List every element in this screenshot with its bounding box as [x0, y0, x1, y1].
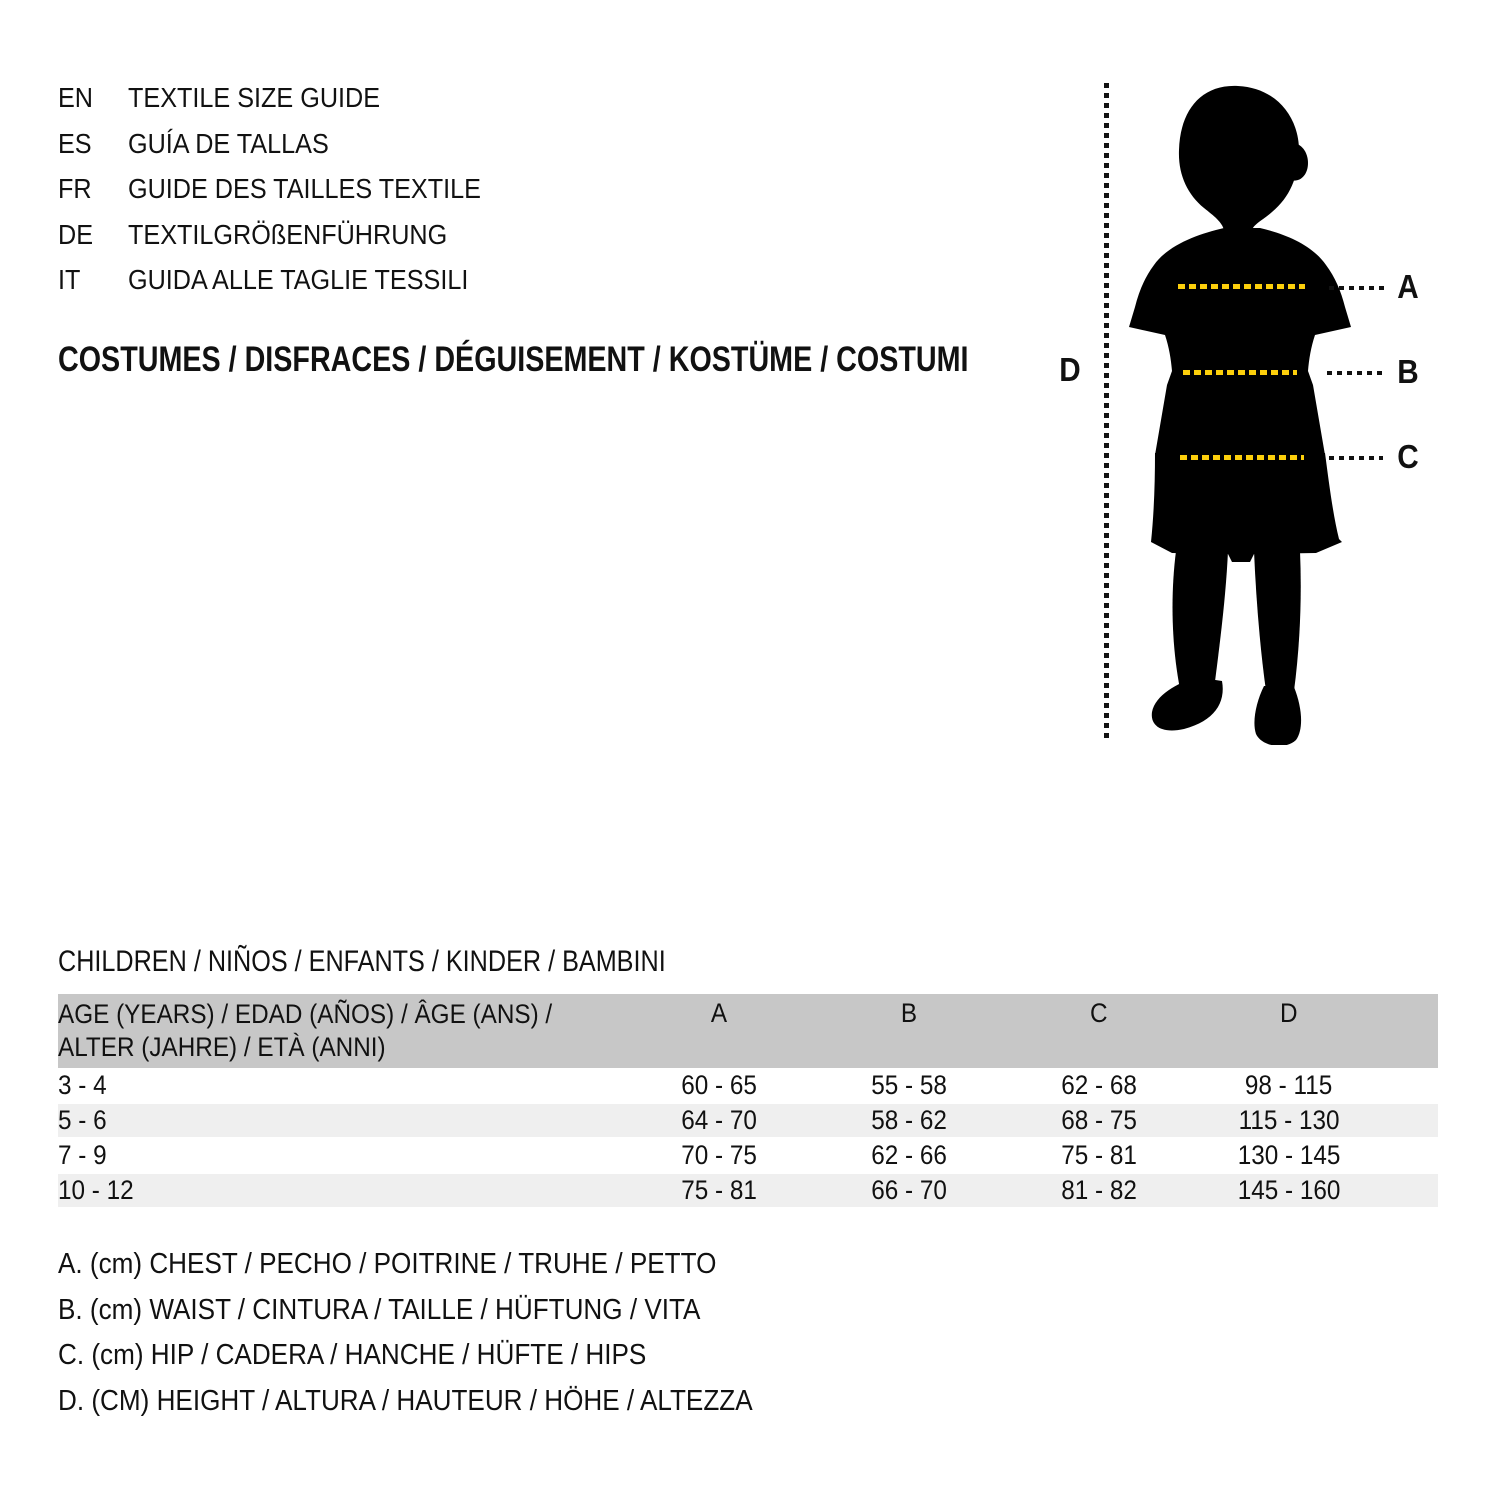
column-header-b: [814, 994, 1004, 1068]
age-cell: [58, 1103, 624, 1138]
table-row-age-10-12: [58, 1173, 1438, 1208]
lang-code-es-text: ES: [58, 127, 92, 159]
waist-value: 58 - 62: [871, 1105, 947, 1135]
waist-cell: [814, 1138, 1004, 1173]
marker-a-text: A: [1397, 268, 1419, 305]
hip-value: 68 - 75: [1061, 1105, 1137, 1135]
chest-value: 64 - 70: [681, 1105, 757, 1135]
waist-cell: [814, 1068, 1004, 1103]
waist-connector-line: [1327, 371, 1385, 375]
height-cell: [1194, 1068, 1384, 1103]
height-value: 145 - 160: [1237, 1175, 1341, 1205]
lang-code-de: [58, 212, 128, 258]
lang-label-de-text: TEXTILGRÖßENFÜHRUNG: [128, 218, 448, 250]
header-filler-cell: [1384, 994, 1438, 1068]
height-value: 98 - 115: [1245, 1069, 1333, 1100]
chest-value: 70 - 75: [681, 1140, 757, 1170]
lang-label-en-text: TEXTILE SIZE GUIDE: [128, 82, 381, 113]
category-heading: [58, 336, 1168, 384]
age-header-line1-text: AGE (YEARS) / EDAD (AÑOS) / ÂGE (ANS) /: [58, 999, 553, 1029]
lang-label-it: [128, 257, 506, 303]
age-value: 10 - 12: [58, 1175, 134, 1205]
height-measure-dashed-line: [1104, 83, 1109, 741]
legend-waist-text: B. (cm) WAIST / CINTURA / TAILLE / HÜFTUNG / VITA: [58, 1293, 701, 1326]
waist-cell: [814, 1173, 1004, 1208]
legend-height-text: D. (CM) HEIGHT / ALTURA / HAUTEUR / HÖHE / ALTEZZA: [58, 1384, 753, 1417]
table-section-heading-text: CHILDREN / NIÑOS / ENFANTS / KINDER / BAMBINI: [58, 945, 666, 978]
hip-value: 75 - 81: [1061, 1140, 1137, 1170]
table-row-age-7-9: [58, 1138, 1438, 1173]
lang-code-fr-text: FR: [58, 173, 92, 204]
age-cell: [58, 1138, 624, 1173]
lang-label-en: [128, 75, 408, 121]
language-title-list: [58, 75, 520, 303]
age-header-line2-text: ALTER (JAHRE) / ETÀ (ANNI): [58, 1032, 386, 1062]
children-size-table: [58, 994, 1438, 1209]
legend-height: [58, 1379, 830, 1425]
table-row-age-3-4: [58, 1068, 1438, 1103]
age-header-line1: [58, 998, 624, 1031]
column-header-a: [624, 994, 814, 1068]
chest-value: 60 - 65: [681, 1069, 757, 1100]
empty-cell: [1384, 1068, 1438, 1103]
age-cell: [58, 1173, 624, 1208]
marker-b-label: [1396, 355, 1420, 389]
legend-hip-text: C. (cm) HIP / CADERA / HANCHE / HÜFTE / HIPS: [58, 1339, 647, 1371]
hip-cell: [1004, 1103, 1194, 1138]
chest-measure-line: [1178, 284, 1305, 289]
chest-cell: [624, 1068, 814, 1103]
lang-label-it-text: GUIDA ALLE TAGLIE TESSILI: [128, 264, 469, 295]
lang-code-it: [58, 257, 128, 303]
chest-cell: [624, 1138, 814, 1173]
height-value: 115 - 130: [1238, 1105, 1340, 1135]
table-header-row: [58, 994, 1438, 1068]
lang-label-es-text: GUÍA DE TALLAS: [128, 127, 329, 159]
lang-code-es: [58, 121, 128, 167]
legend-hip: [58, 1333, 830, 1379]
lang-label-es: [128, 121, 351, 167]
legend-chest: [58, 1242, 830, 1288]
marker-b-text: B: [1397, 353, 1419, 390]
marker-a-label: [1396, 270, 1420, 304]
lang-row-en: [58, 75, 520, 121]
waist-value: 55 - 58: [871, 1069, 947, 1100]
table-row-age-5-6: [58, 1103, 1438, 1138]
column-header-a-text: A: [710, 998, 728, 1028]
lang-row-fr: [58, 166, 520, 212]
height-cell: [1194, 1138, 1384, 1173]
hip-cell: [1004, 1138, 1194, 1173]
lang-label-fr: [128, 166, 520, 212]
waist-value: 66 - 70: [871, 1175, 947, 1205]
column-header-c: [1004, 994, 1194, 1068]
lang-row-es: [58, 121, 520, 167]
column-header-d: [1194, 994, 1384, 1068]
category-heading-text: COSTUMES / DISFRACES / DÉGUISEMENT / KOSTÜME / COSTUMI: [58, 340, 969, 379]
height-cell: [1194, 1173, 1384, 1208]
marker-c-text: C: [1397, 438, 1419, 475]
hip-value: 81 - 82: [1061, 1175, 1137, 1205]
height-value: 130 - 145: [1237, 1140, 1341, 1170]
waist-measure-line: [1183, 370, 1297, 375]
chest-cell: [624, 1173, 814, 1208]
empty-cell: [1384, 1103, 1438, 1138]
hip-connector-line: [1329, 456, 1383, 460]
marker-d-text: D: [1059, 351, 1081, 388]
marker-c-label: [1396, 440, 1420, 474]
age-cell: [58, 1068, 624, 1103]
waist-cell: [814, 1103, 1004, 1138]
hip-measure-line: [1180, 455, 1304, 460]
age-value: 3 - 4: [58, 1069, 107, 1100]
age-column-header: [58, 994, 624, 1068]
lang-row-it: [58, 257, 520, 303]
legend-chest-text: A. (cm) CHEST / PECHO / POITRINE / TRUHE / PETTO: [58, 1248, 717, 1280]
column-header-d-text: D: [1280, 998, 1298, 1028]
empty-cell: [1384, 1173, 1438, 1208]
lang-code-it-text: IT: [58, 264, 81, 295]
hip-cell: [1004, 1068, 1194, 1103]
lang-code-de-text: DE: [58, 218, 94, 250]
hip-cell: [1004, 1173, 1194, 1208]
measurement-legend: [58, 1242, 830, 1424]
lang-row-de: [58, 212, 520, 258]
hip-value: 62 - 68: [1061, 1069, 1137, 1100]
table-section-heading: [58, 945, 781, 979]
chest-value: 75 - 81: [681, 1175, 757, 1205]
chest-connector-line: [1329, 286, 1385, 290]
age-value: 7 - 9: [58, 1140, 107, 1170]
lang-label-fr-text: GUIDE DES TAILLES TEXTILE: [128, 173, 481, 204]
age-value: 5 - 6: [58, 1105, 107, 1135]
lang-code-fr: [58, 166, 128, 212]
lang-code-en: [58, 75, 128, 121]
height-cell: [1194, 1103, 1384, 1138]
lang-code-en-text: EN: [58, 82, 94, 113]
lang-label-de: [128, 212, 483, 258]
age-header-line2: [58, 1031, 624, 1064]
waist-value: 62 - 66: [871, 1140, 947, 1170]
chest-cell: [624, 1103, 814, 1138]
empty-cell: [1384, 1138, 1438, 1173]
legend-waist: [58, 1288, 830, 1334]
child-silhouette-shape: [1129, 86, 1351, 745]
child-silhouette-image: [1120, 83, 1360, 745]
column-header-c-text: C: [1090, 998, 1108, 1028]
marker-d-label: [1058, 353, 1082, 387]
column-header-b-text: B: [900, 998, 918, 1028]
